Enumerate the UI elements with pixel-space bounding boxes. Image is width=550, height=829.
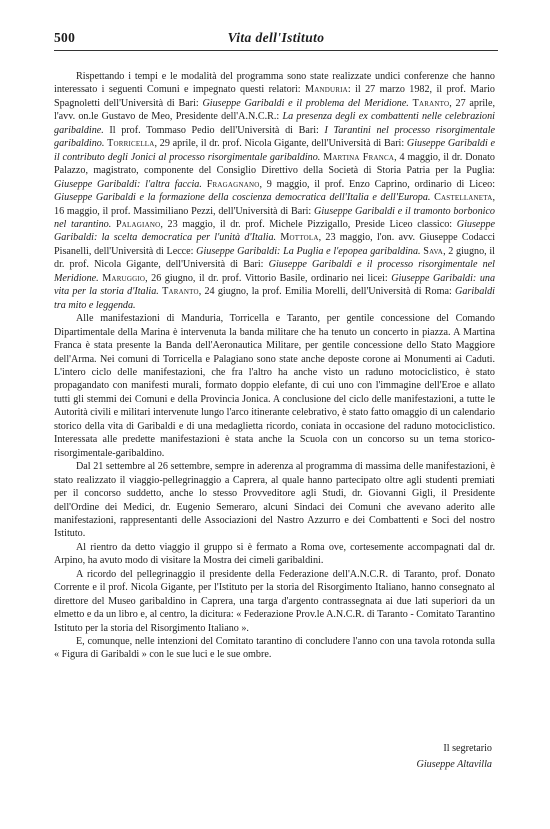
conference-title: Giuseppe Garibaldi: la scelta democratica per l'unità d'Italia. <box>54 218 496 244</box>
place-name: Palagiano <box>115 218 161 230</box>
signature-block <box>417 741 492 773</box>
text-run: , 2 giugno, il dr. prof. Nicola Gigante, dell'Università di Bari: <box>54 245 495 271</box>
place-name: Sava <box>423 245 444 257</box>
place-name: Mottola <box>280 232 319 244</box>
place-name: Taranto <box>162 286 199 298</box>
conference-title: Giuseppe Garibaldi e il problema del Meridione. <box>202 97 409 109</box>
conference-title: Giuseppe Garibaldi: l'altra faccia. <box>54 178 202 190</box>
place-name: Manduria <box>305 84 348 96</box>
text-run: , 9 maggio, il prof. Enzo Caprino, ordinario di Liceo: <box>259 178 496 190</box>
conference-title: Giuseppe Garibaldi e il processo risorgimentale nel Meridione. <box>54 259 495 284</box>
conference-title: I Tarantini nel processo risorgimentale garibaldino. <box>54 124 495 150</box>
text-run: , 24 giugno, la prof. Emilia Morelli, dell'Università di Roma: <box>198 286 456 298</box>
place-name: Castellaneta <box>434 192 493 204</box>
conference-title: Giuseppe Garibaldi: La Puglia e l'epopea garibaldina. <box>196 245 421 257</box>
paragraph-caprera-trip: Dal 21 settembre al 26 settembre, sempre in aderenza al programma di massima delle manifestazioni, è stato realizzato il viaggio-pellegrinaggio a Caprera, al quale hanno partecipato oltre agli studenti premiati per il concorso suddetto, anche lo stesso Provveditore agli Studi, dr. Giovanni Gigli, il Presidente dell'Ordine dei Medici, dr. Eugenio Semeraro, alcuni Sindaci dei Comuni che avevano aderito alle manifestazioni, rappresentanti delle Associazioni del Nastro Azzurro e dei Combattenti e Soci del nostro Istituto. <box>54 461 495 540</box>
page-number: 500 <box>54 30 76 45</box>
text-run: , 27 aprile, l'avv. on.le Gustavo de Meo, Presidente dell'A.N.C.R.: <box>54 97 495 123</box>
place-name: Torricella <box>107 138 155 150</box>
paragraph-manifestations: Alle manifestazioni di Manduria, Torricella e Taranto, per gentile concessione del Comando Dipartimentale della Marina è intervenuta la banda militare che ha tenuto un concerto in piazza. A Martina Franca è stata presente la Banda dell'Aeronautica Militare, per gentile concessione dello Stato Maggiore dell'Arma. Nei comuni di Torricella e Palagiano sono state anche deposte corone ai Monumenti ai Caduti. L'intero ciclo delle manifestazioni, che fra l'altro ha anche visto un raduno motociclistico, è stato propagandato con manifesti murali, formato doppio elefante, di cui uno con l'immagine dell'Eroe e allato tutti gli stemmi dei Comuni e della Provincia Jonica. A conclusione del ciclo delle manifestazioni, a tutte le Autorità civili e militari intervenute lungo l'arco itinerante celebrativo, è stato fatto omaggio di un calendario storico della vita di Garibaldi e di una medaglietta ricordo, coniata in occasione del raduno motociclistico. Interessata alle predette manifestazioni è stata anche la Scuola con un concorso su un tema storico-risorgimentale-garibaldino. <box>54 313 495 459</box>
text-run: , 16 maggio, il prof. Massimiliano Pezzi, dell'Università di Bari: <box>54 192 495 217</box>
text-run: , 23 maggio, il dr. prof. Michele Pizzigallo, Preside Liceo classico: <box>160 218 457 230</box>
paragraph-commemorative-plaque: A ricordo del pellegrinaggio il presidente della Federazione dell'A.N.C.R. di Taranto, prof. Donato Corrente e il prof. Nicola Gigante, per l'Istituto per la storia del Risorgimento Italiano, hanno consegnato al direttore del Museo garibaldino in Caprera, una targa d'argento contrassegnata ai due lati superiori da un elmetto e da un libro e, al centro, la dicitura: « Federazione Prov.le A.N.C.R. di Taranto - Comitato Tarantino Istituto per la storia del Risorgimento Italiano ». <box>54 568 495 634</box>
text-run: : il 27 marzo 1982, il prof. Mario Spagnoletti dell'Università di Bari: <box>54 84 495 109</box>
text-run: Rispettando i tempi e le modalità del programma sono state realizzate undici conferenze che hanno interessato i seguenti Comuni e impegnato questi relatori: <box>54 71 495 96</box>
text-run: , 26 giugno, il dr. prof. Vittorio Basile, ordinario nei licei: <box>145 272 392 284</box>
place-name: Taranto <box>412 97 450 109</box>
conference-title: La presenza degli ex combattenti nelle celebrazioni garibaldine. <box>54 111 495 136</box>
text-run: , 29 aprile, il dr. prof. Nicola Gigante, dell'Università di Bari: <box>154 138 407 150</box>
text-run: Il prof. Tommaso Pedio dell'Università di Bari: <box>103 124 325 136</box>
place-name: Fragagnano <box>206 178 260 190</box>
paragraph-round-table: E, comunque, nelle intenzioni del Comitato tarantino di concludere l'anno con una tavola rotonda sulla « Figura di Garibaldi » con le sue luci e le sue ombre. <box>54 636 495 661</box>
conference-title: Giuseppe Garibaldi e il tramonto borbonico nel tarantino. <box>54 205 495 230</box>
text-run: , 4 maggio, il dr. Donato Palazzo, magistrato, componente del Consiglio Direttivo della Società di Storia Patria per la Puglia: <box>54 151 495 177</box>
text-run: , 23 maggio, l'on. avv. Giuseppe Codacci Pisanelli, dell'Università di Lecce: <box>54 232 496 257</box>
paragraph-conferences <box>54 70 495 312</box>
conference-title: Garibaldi tra mito e leggenda. <box>54 286 495 311</box>
signature-name: Giuseppe Altavilla <box>416 759 492 770</box>
article-body <box>54 70 495 662</box>
place-name: Martina Franca <box>323 151 395 163</box>
conference-title: Giuseppe Garibaldi e il contributo degli Jonici al processo risorgimentale garibaldino. <box>54 138 496 163</box>
place-name: Maruggio <box>102 272 146 284</box>
page-header <box>54 30 498 51</box>
conference-title: Giuseppe Garibaldi: una vita per la storia d'Italia. <box>54 272 496 298</box>
paragraph-rome-visit: Al rientro da detto viaggio il gruppo si è fermato a Roma ove, cortesemente accompagnati dal dr. Arpino, ha avuto modo di visitare la Mostra dei cimeli garibaldini. <box>54 541 495 567</box>
running-title: Vita dell'Istituto <box>227 30 325 45</box>
conference-title: Giuseppe Garibaldi e la formazione della coscienza democratica dell'Italia e dell'Europa. <box>54 192 431 204</box>
signature-role: Il segretario <box>443 743 492 754</box>
